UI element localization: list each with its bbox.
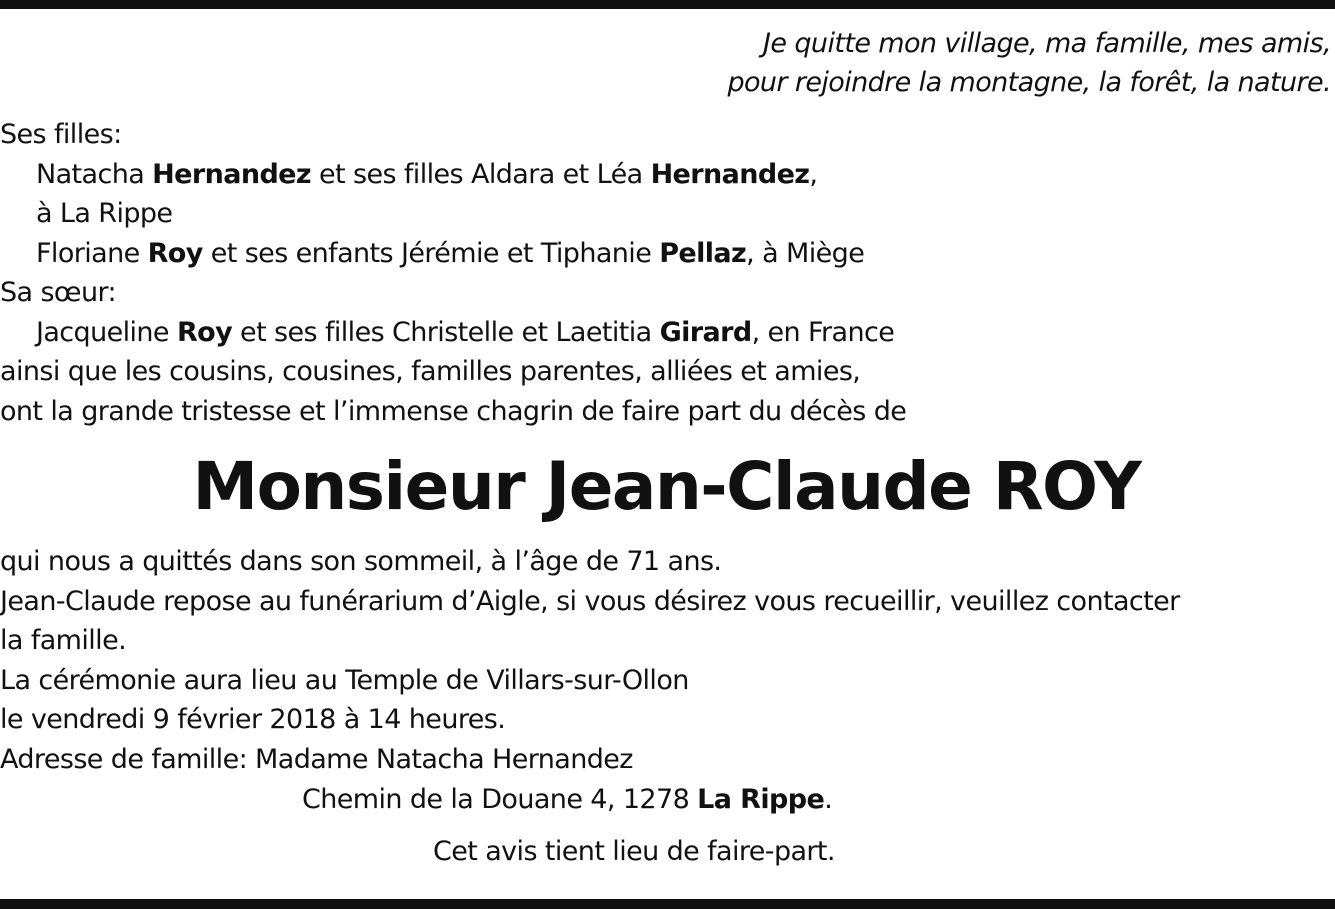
daughter-1-first: Natacha <box>36 159 153 190</box>
address-street-text: Chemin de la Douane 4, 1278 <box>302 784 698 815</box>
bottom-border-rule <box>0 899 1335 909</box>
poem-line-2: pour rejoindre la montagne, la forêt, la nature. <box>727 67 1331 98</box>
poem-line-1: Je quitte mon village, ma famille, mes amis, <box>763 28 1331 59</box>
intro-line-1: ainsi que les cousins, cousines, familles parentes, alliées et amies, <box>0 356 861 387</box>
sister-first: Jacqueline <box>36 317 177 348</box>
sister-heading: Sa sœur: <box>0 277 116 308</box>
details-line-3: la famille. <box>0 625 127 656</box>
sister-surname-2: Girard <box>659 317 752 348</box>
top-border-rule <box>0 0 1335 9</box>
daughter-2-surname: Roy <box>147 238 203 269</box>
daughter-2-surname-2: Pellaz <box>659 238 747 269</box>
family-address-street <box>302 780 832 820</box>
footer-note: Cet avis tient lieu de faire-part. <box>433 836 835 867</box>
details-line-4: La cérémonie aura lieu au Temple de Villars-sur-Ollon <box>0 665 689 696</box>
daughter-1-place: à La Rippe <box>36 198 173 229</box>
sister-mid: et ses filles Christelle et Laetitia <box>232 317 660 348</box>
daughter-2-mid: et ses enfants Jérémie et Tiphanie <box>202 238 660 269</box>
sister-line <box>36 313 894 353</box>
family-address-label: Adresse de famille: Madame Natacha Hernandez <box>0 744 633 775</box>
daughter-1-end: , <box>809 159 818 190</box>
sister-surname: Roy <box>176 317 233 348</box>
sister-end: , en France <box>751 317 895 348</box>
daughter-1-line <box>36 155 817 195</box>
details-line-1: qui nous a quittés dans son sommeil, à l’âge de 71 ans. <box>0 546 722 577</box>
daughter-2-line <box>36 234 864 274</box>
daughter-1-mid: et ses filles Aldara et Léa <box>311 159 651 190</box>
daughter-2-first: Floriane <box>36 238 148 269</box>
details-line-5: le vendredi 9 février 2018 à 14 heures. <box>0 704 506 735</box>
daughter-1-surname: Hernandez <box>152 159 312 190</box>
details-line-2: Jean-Claude repose au funérarium d’Aigle, si vous désirez vous recueillir, veuillez contacter <box>0 586 1180 617</box>
deceased-name: Monsieur Jean-Claude ROY <box>192 448 1141 525</box>
daughters-heading: Ses filles: <box>0 119 122 150</box>
intro-line-2: ont la grande tristesse et l’immense chagrin de faire part du décès de <box>0 396 907 427</box>
daughter-1-surname-2: Hernandez <box>650 159 810 190</box>
daughter-2-end: , à Miège <box>746 238 865 269</box>
address-city: La Rippe <box>697 784 825 815</box>
address-end: . <box>824 784 833 815</box>
